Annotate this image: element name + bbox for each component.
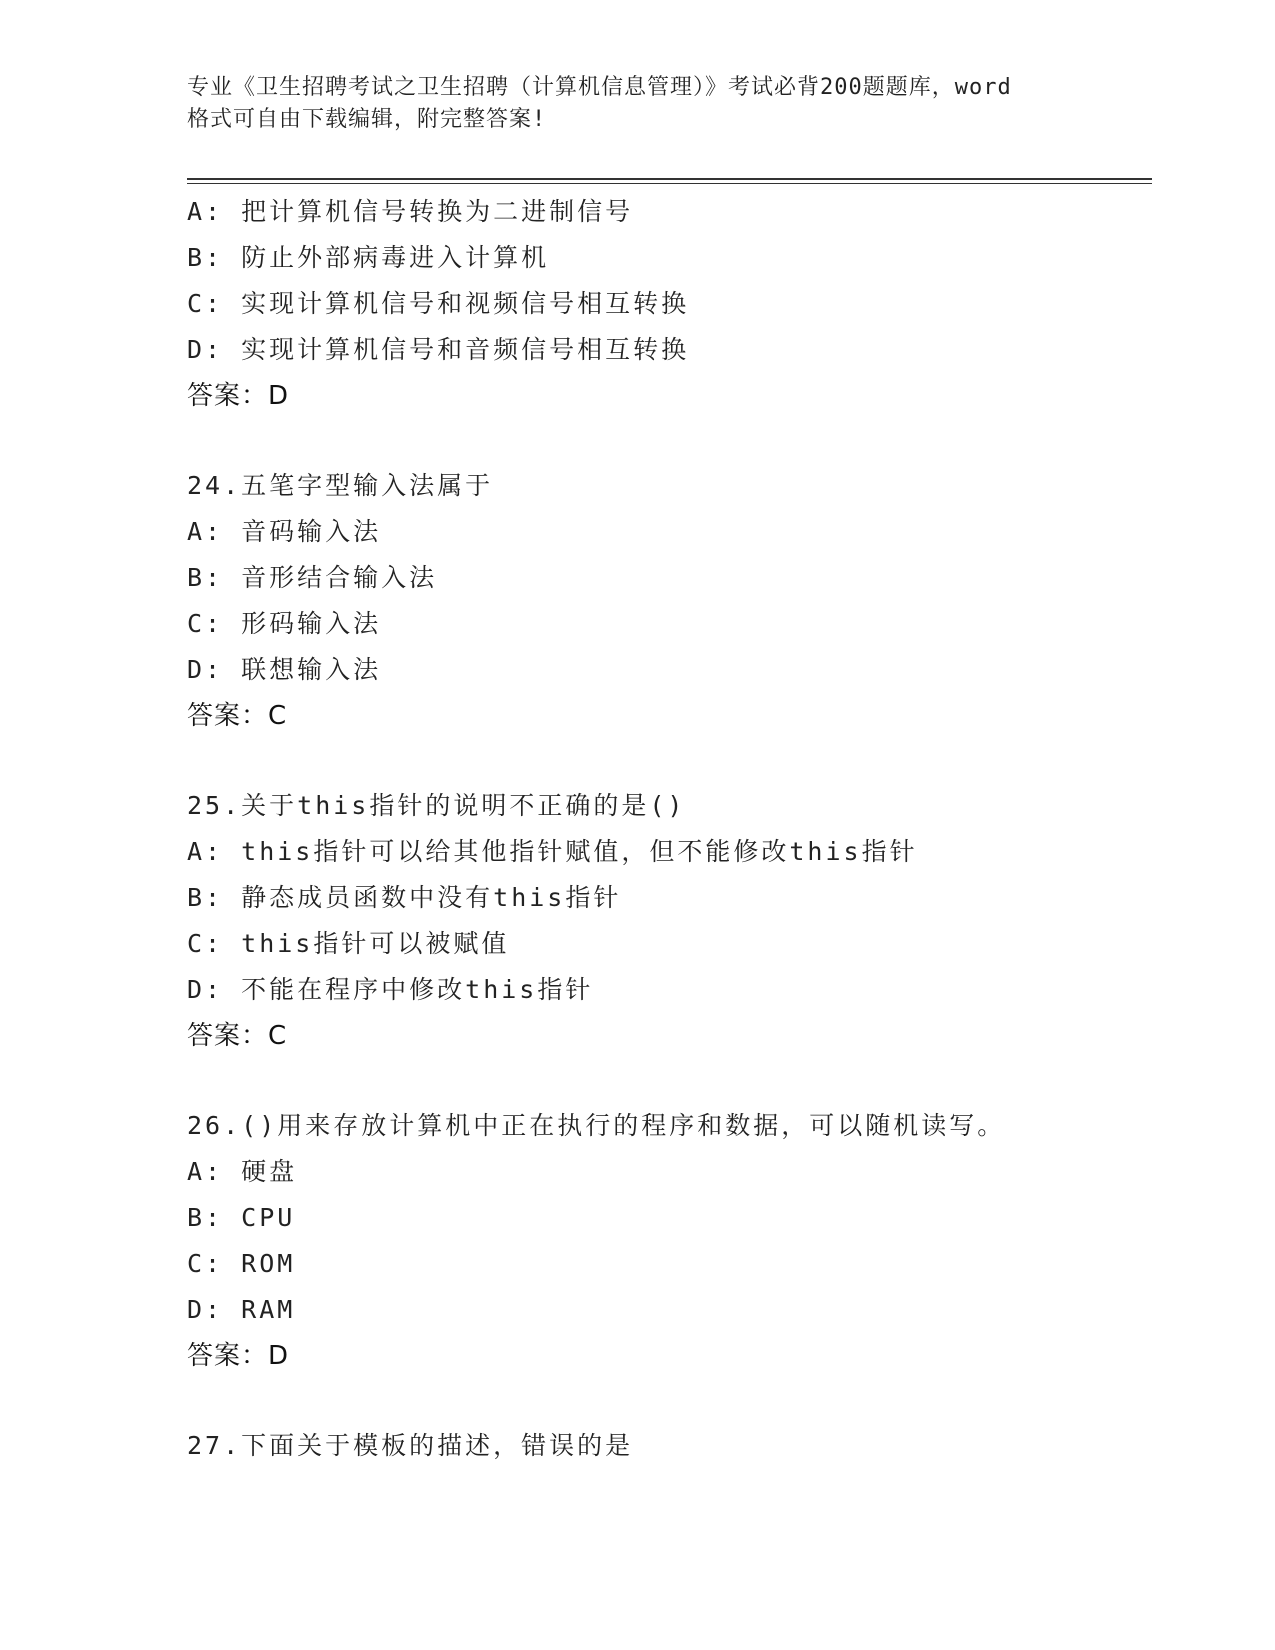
question-stem: 26.()用来存放计算机中正在执行的程序和数据，可以随机读写。 (187, 1111, 1006, 1140)
question-stem: 24.五笔字型输入法属于 (187, 471, 494, 500)
header-line-1: 专业《卫生招聘考试之卫生招聘（计算机信息管理）》考试必背200题题库，word (187, 75, 1012, 100)
header-divider-thin (187, 183, 1152, 184)
header-divider-thick (187, 178, 1152, 180)
question-23 (187, 189, 1152, 419)
option-c: C: 实现计算机信号和视频信号相互转换 (187, 289, 690, 318)
option-c: C: this指针可以被赋值 (187, 929, 510, 958)
option-c: C: ROM (187, 1249, 296, 1278)
option-d: D: RAM (187, 1295, 296, 1324)
question-27 (187, 1423, 1152, 1469)
question-stem: 27.下面关于模板的描述，错误的是 (187, 1431, 634, 1460)
option-b: B: 音形结合输入法 (187, 563, 438, 592)
answer: 答案：D (187, 1341, 290, 1371)
option-c: C: 形码输入法 (187, 609, 382, 638)
option-a: A: 硬盘 (187, 1157, 298, 1186)
question-stem: 25.关于this指针的说明不正确的是() (187, 791, 686, 820)
answer: 答案：C (187, 701, 288, 731)
option-b: B: 防止外部病毒进入计算机 (187, 243, 550, 272)
question-26 (187, 1103, 1152, 1379)
question-25 (187, 783, 1152, 1059)
question-list (187, 189, 1152, 1469)
document-header (187, 72, 1087, 136)
option-a: A: 音码输入法 (187, 517, 382, 546)
option-d: D: 不能在程序中修改this指针 (187, 975, 594, 1004)
option-b: B: 静态成员函数中没有this指针 (187, 883, 622, 912)
question-24 (187, 463, 1152, 739)
option-a: A: this指针可以给其他指针赋值，但不能修改this指针 (187, 837, 918, 866)
answer: 答案：D (187, 381, 290, 411)
option-a: A: 把计算机信号转换为二进制信号 (187, 197, 634, 226)
header-line-2: 格式可自由下载编辑，附完整答案! (187, 107, 547, 132)
option-d: D: 实现计算机信号和音频信号相互转换 (187, 335, 690, 364)
answer: 答案：C (187, 1021, 288, 1051)
option-b: B: CPU (187, 1203, 296, 1232)
option-d: D: 联想输入法 (187, 655, 382, 684)
